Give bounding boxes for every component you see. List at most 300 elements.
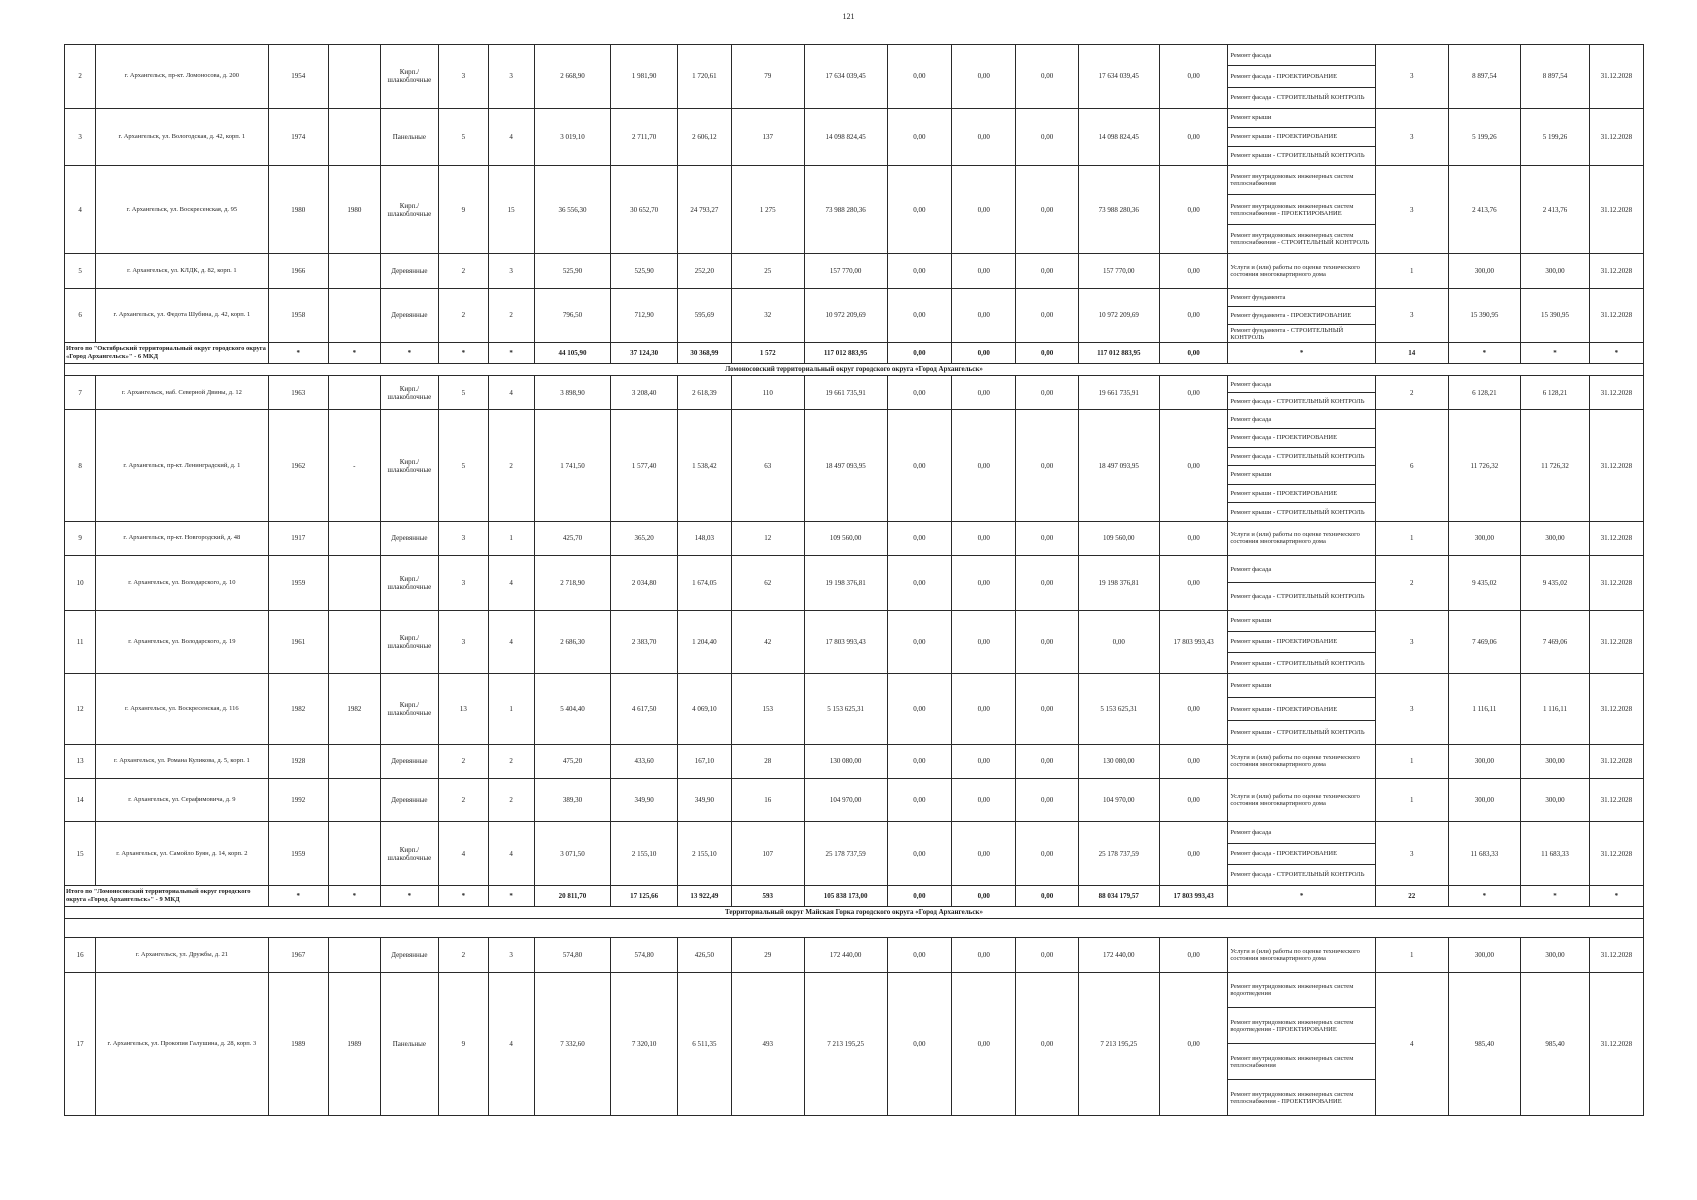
- cell-fund-local: 0,00: [1016, 108, 1078, 165]
- cell-n: 6: [65, 288, 96, 343]
- table-row: [65, 779, 1644, 822]
- work-item: Ремонт фасада - СТРОИТЕЛЬНЫЙ КОНТРОЛЬ: [1230, 592, 1365, 600]
- cell-area-premises: 365,20: [611, 521, 677, 555]
- cell-address: г. Архангельск, ул. Федота Шубина, д. 42, корп. 1: [96, 288, 268, 343]
- cell-unit-cost: 2 413,76: [1448, 165, 1521, 254]
- page-number: 121: [842, 12, 855, 21]
- cell-works-count: 6: [1375, 410, 1448, 522]
- cell-fund-owners: 0,00: [1159, 45, 1228, 109]
- cell-fund-local: 0,00: [1016, 521, 1078, 555]
- cell-deadline: 31.12.2028: [1589, 555, 1643, 610]
- cell-area-residential: 2 606,12: [677, 108, 731, 165]
- cell-fund-fkr: 109 560,00: [1078, 521, 1159, 555]
- cell-works-count: 1: [1375, 938, 1448, 972]
- works-cell: [1228, 744, 1376, 778]
- cell-year-renov: [328, 376, 380, 410]
- cell-fund-regional: 0,00: [952, 822, 1016, 886]
- cell-fund-owners: 0,00: [1159, 744, 1228, 778]
- cell-area-residential: 2 618,39: [677, 376, 731, 410]
- cell-area-residential: 24 793,27: [677, 165, 731, 254]
- cell-n: 12: [65, 674, 96, 745]
- cell-works-count: 3: [1375, 45, 1448, 109]
- work-item: Ремонт внутридомовых инженерных систем водоотведения: [1228, 973, 1375, 1009]
- cell-fund-fkr: 130 080,00: [1078, 744, 1159, 778]
- cell-works-count: 1: [1375, 521, 1448, 555]
- cell-n: 10: [65, 555, 96, 610]
- subtotal-label: Итого по "Ломоносовский территориальный округ городского округа «Город Архангельск»" - 9 МКД: [65, 886, 269, 906]
- cell-year-renov: [328, 108, 380, 165]
- cell-entrances: 2: [488, 288, 534, 343]
- cell-works-count: 1: [1375, 779, 1448, 822]
- cell-fund-owners: 0,00: [1159, 108, 1228, 165]
- subtotal-area-premises: 17 125,66: [611, 886, 677, 906]
- cell-fund-local: 0,00: [1016, 254, 1078, 288]
- cell-fund-federal: 0,00: [887, 555, 951, 610]
- work-item: Услуги и (или) работы по оценке технического состояния многоквартирного дома: [1230, 531, 1360, 546]
- cell-material: Кирп./ шлакоблочные: [380, 822, 438, 886]
- cell-entrances: 2: [488, 744, 534, 778]
- work-item: Услуги и (или) работы по оценке технического состояния многоквартирного дома: [1230, 947, 1360, 962]
- cell-unit-cost: 300,00: [1448, 779, 1521, 822]
- cell-unit-cost-max: 300,00: [1521, 779, 1590, 822]
- cell-n: 4: [65, 165, 96, 254]
- works-list: [1228, 779, 1375, 821]
- cell-unit-cost-max: 11 726,32: [1521, 410, 1590, 522]
- cell-fund-fkr: 25 178 737,59: [1078, 822, 1159, 886]
- cell-works-count: 3: [1375, 288, 1448, 343]
- cell-fund-federal: 0,00: [887, 165, 951, 254]
- capital-repair-table: [64, 44, 1644, 1116]
- work-item: Ремонт фундамента - СТРОИТЕЛЬНЫЙ КОНТРОЛЬ: [1230, 326, 1344, 341]
- cell-fund-regional: 0,00: [952, 376, 1016, 410]
- cell-n: 14: [65, 779, 96, 822]
- cell-fund-owners: 0,00: [1159, 822, 1228, 886]
- cell-material: Деревянные: [380, 779, 438, 822]
- cell-total-area: 5 404,40: [534, 674, 611, 745]
- cell-deadline: 31.12.2028: [1589, 744, 1643, 778]
- cell-total-area: 3 019,10: [534, 108, 611, 165]
- work-item: Ремонт фасада - СТРОИТЕЛЬНЫЙ КОНТРОЛЬ: [1230, 94, 1365, 102]
- subtotal-area-residential: 30 368,99: [677, 343, 731, 363]
- cell-fund-regional: 0,00: [952, 744, 1016, 778]
- subtotal-fund-regional: 0,00: [952, 343, 1016, 363]
- cell-deadline: 31.12.2028: [1589, 779, 1643, 822]
- cell-cost-total: 130 080,00: [804, 744, 887, 778]
- works-cell: [1228, 779, 1376, 822]
- cell-fund-local: 0,00: [1016, 165, 1078, 254]
- cell-address: г. Архангельск, наб. Северной Двины, д. 12: [96, 376, 268, 410]
- cell-deadline: 31.12.2028: [1589, 165, 1643, 254]
- table-row: [65, 744, 1644, 778]
- cell-works-count: 3: [1375, 674, 1448, 745]
- subtotal-residents: 593: [731, 886, 804, 906]
- cell-fund-federal: 0,00: [887, 45, 951, 109]
- works-cell: [1228, 108, 1376, 165]
- works-list: [1228, 289, 1375, 343]
- cell-area-premises: 1 577,40: [611, 410, 677, 522]
- works-list: [1228, 745, 1375, 778]
- cell-entrances: 2: [488, 410, 534, 522]
- cell-residents: 28: [731, 744, 804, 778]
- cell-address: г. Архангельск, ул. Воскресенская, д. 116: [96, 674, 268, 745]
- cell-fund-regional: 0,00: [952, 674, 1016, 745]
- works-cell: [1228, 254, 1376, 288]
- cell-fund-fkr: 0,00: [1078, 610, 1159, 674]
- cell-material: Деревянные: [380, 254, 438, 288]
- cell-cost-total: 25 178 737,59: [804, 822, 887, 886]
- cell-residents: 137: [731, 108, 804, 165]
- subtotal-dash: *: [488, 886, 534, 906]
- cell-area-residential: 148,03: [677, 521, 731, 555]
- works-cell: [1228, 521, 1376, 555]
- subtotal-dash: *: [268, 886, 328, 906]
- cell-deadline: 31.12.2028: [1589, 610, 1643, 674]
- cell-fund-federal: 0,00: [887, 410, 951, 522]
- cell-fund-owners: 0,00: [1159, 410, 1228, 522]
- cell-unit-cost: 15 390,95: [1448, 288, 1521, 343]
- cell-total-area: 2 686,30: [534, 610, 611, 674]
- cell-unit-cost-max: 11 683,33: [1521, 822, 1590, 886]
- cell-floors: 3: [438, 521, 488, 555]
- subtotal-dash: *: [1589, 886, 1643, 906]
- cell-area-premises: 574,80: [611, 938, 677, 972]
- work-item: Ремонт фасада - ПРОЕКТИРОВАНИЕ: [1228, 66, 1375, 87]
- cell-area-premises: 2 383,70: [611, 610, 677, 674]
- cell-cost-total: 7 213 195,25: [804, 972, 887, 1116]
- cell-unit-cost-max: 300,00: [1521, 938, 1590, 972]
- table-row: [65, 674, 1644, 745]
- cell-residents: 493: [731, 972, 804, 1116]
- cell-year-renov: [328, 822, 380, 886]
- cell-floors: 2: [438, 288, 488, 343]
- cell-fund-federal: 0,00: [887, 779, 951, 822]
- table-row: [65, 610, 1644, 674]
- cell-deadline: 31.12.2028: [1589, 45, 1643, 109]
- cell-cost-total: 5 153 625,31: [804, 674, 887, 745]
- cell-residents: 63: [731, 410, 804, 522]
- work-item: Ремонт внутридомовых инженерных систем теплоснабжения: [1228, 1044, 1375, 1080]
- cell-total-area: 2 668,90: [534, 45, 611, 109]
- cell-deadline: 31.12.2028: [1589, 410, 1643, 522]
- cell-area-residential: 349,90: [677, 779, 731, 822]
- cell-floors: 2: [438, 938, 488, 972]
- cell-floors: 9: [438, 972, 488, 1116]
- works-list: [1228, 254, 1375, 287]
- cell-total-area: 574,80: [534, 938, 611, 972]
- cell-entrances: 15: [488, 165, 534, 254]
- cell-year-built: 1980: [268, 165, 328, 254]
- cell-cost-total: 172 440,00: [804, 938, 887, 972]
- cell-fund-local: 0,00: [1016, 822, 1078, 886]
- cell-material: Деревянные: [380, 938, 438, 972]
- works-cell: [1228, 938, 1376, 972]
- subtotal-dash: *: [438, 343, 488, 363]
- cell-fund-federal: 0,00: [887, 744, 951, 778]
- cell-area-residential: 1 720,61: [677, 45, 731, 109]
- cell-unit-cost-max: 985,40: [1521, 972, 1590, 1116]
- cell-year-renov: [328, 45, 380, 109]
- work-item: Ремонт фасада - СТРОИТЕЛЬНЫЙ КОНТРОЛЬ: [1230, 397, 1365, 405]
- cell-material: Кирп./ шлакоблочные: [380, 165, 438, 254]
- work-item: Ремонт внутридомовых инженерных систем теплоснабжения: [1228, 166, 1375, 196]
- cell-residents: 42: [731, 610, 804, 674]
- cell-fund-owners: 0,00: [1159, 555, 1228, 610]
- cell-year-built: 1982: [268, 674, 328, 745]
- cell-fund-owners: 0,00: [1159, 521, 1228, 555]
- work-item: Ремонт крыши - СТРОИТЕЛЬНЫЙ КОНТРОЛЬ: [1230, 508, 1365, 516]
- cell-area-residential: 1 674,05: [677, 555, 731, 610]
- cell-unit-cost-max: 1 116,11: [1521, 674, 1590, 745]
- cell-entrances: 1: [488, 521, 534, 555]
- cell-floors: 5: [438, 410, 488, 522]
- cell-fund-federal: 0,00: [887, 822, 951, 886]
- cell-area-premises: 7 320,10: [611, 972, 677, 1116]
- work-item: Ремонт фасада - ПРОЕКТИРОВАНИЕ: [1228, 844, 1375, 865]
- cell-residents: 1 275: [731, 165, 804, 254]
- cell-fund-fkr: 157 770,00: [1078, 254, 1159, 288]
- table-row: [65, 45, 1644, 109]
- works-cell: [1228, 410, 1376, 522]
- work-item: Ремонт фасада: [1228, 556, 1375, 583]
- subtotal-fund-regional: 0,00: [952, 886, 1016, 906]
- work-item: Ремонт крыши: [1228, 674, 1375, 698]
- subtotal-fund-federal: 0,00: [887, 886, 951, 906]
- cell-unit-cost-max: 300,00: [1521, 521, 1590, 555]
- cell-unit-cost-max: 300,00: [1521, 744, 1590, 778]
- cell-fund-fkr: 73 988 280,36: [1078, 165, 1159, 254]
- work-item: Услуги и (или) работы по оценке технического состояния многоквартирного дома: [1230, 754, 1360, 769]
- cell-fund-regional: 0,00: [952, 972, 1016, 1116]
- table-row: [65, 938, 1644, 972]
- cell-fund-regional: 0,00: [952, 288, 1016, 343]
- cell-material: Кирп./ шлакоблочные: [380, 410, 438, 522]
- district-row: [65, 906, 1644, 919]
- cell-year-built: 1962: [268, 410, 328, 522]
- cell-entrances: 3: [488, 254, 534, 288]
- cell-fund-owners: 17 803 993,43: [1159, 610, 1228, 674]
- cell-n: 8: [65, 410, 96, 522]
- cell-fund-regional: 0,00: [952, 108, 1016, 165]
- cell-year-built: 1954: [268, 45, 328, 109]
- cell-cost-total: 109 560,00: [804, 521, 887, 555]
- cell-residents: 16: [731, 779, 804, 822]
- subtotal-dash: *: [1521, 343, 1590, 363]
- cell-address: г. Архангельск, ул. Прокопия Галушина, д. 28, корп. 3: [96, 972, 268, 1116]
- subtotal-dash: *: [1521, 886, 1590, 906]
- cell-year-renov: 1982: [328, 674, 380, 745]
- cell-fund-federal: 0,00: [887, 521, 951, 555]
- cell-material: Деревянные: [380, 521, 438, 555]
- cell-residents: 110: [731, 376, 804, 410]
- works-cell: [1228, 555, 1376, 610]
- cell-address: г. Архангельск, ул. КЛДК, д. 82, корп. 1: [96, 254, 268, 288]
- works-list: [1228, 166, 1375, 254]
- table-row: [65, 555, 1644, 610]
- cell-fund-fkr: 14 098 824,45: [1078, 108, 1159, 165]
- cell-n: 7: [65, 376, 96, 410]
- cell-fund-regional: 0,00: [952, 555, 1016, 610]
- cell-floors: 5: [438, 376, 488, 410]
- works-cell: [1228, 165, 1376, 254]
- subtotal-area-residential: 13 922,49: [677, 886, 731, 906]
- cell-floors: 2: [438, 254, 488, 288]
- works-list: [1228, 376, 1375, 409]
- cell-fund-fkr: 172 440,00: [1078, 938, 1159, 972]
- cell-area-residential: 4 069,10: [677, 674, 731, 745]
- cell-fund-regional: 0,00: [952, 521, 1016, 555]
- subtotal-total-area: 44 105,90: [534, 343, 611, 363]
- cell-fund-owners: 0,00: [1159, 938, 1228, 972]
- cell-unit-cost: 5 199,26: [1448, 108, 1521, 165]
- works-list: [1228, 410, 1375, 521]
- cell-deadline: 31.12.2028: [1589, 822, 1643, 886]
- cell-fund-fkr: 104 970,00: [1078, 779, 1159, 822]
- work-item: Ремонт фасада: [1228, 410, 1375, 429]
- work-item: Ремонт крыши - СТРОИТЕЛЬНЫЙ КОНТРОЛЬ: [1230, 152, 1365, 160]
- cell-year-renov: [328, 938, 380, 972]
- cell-area-premises: 3 208,40: [611, 376, 677, 410]
- cell-works-count: 3: [1375, 165, 1448, 254]
- cell-works-count: 3: [1375, 610, 1448, 674]
- cell-cost-total: 104 970,00: [804, 779, 887, 822]
- works-cell: [1228, 376, 1376, 410]
- work-item: Ремонт внутридомовых инженерных систем водоотведения - ПРОЕКТИРОВАНИЕ: [1228, 1008, 1375, 1044]
- cell-fund-local: 0,00: [1016, 779, 1078, 822]
- subtotal-dash: *: [380, 343, 438, 363]
- cell-deadline: 31.12.2028: [1589, 288, 1643, 343]
- cell-unit-cost: 7 469,06: [1448, 610, 1521, 674]
- work-item: Ремонт крыши: [1228, 109, 1375, 128]
- subtotal-fund-owners: 0,00: [1159, 343, 1228, 363]
- cell-unit-cost: 11 683,33: [1448, 822, 1521, 886]
- works-list: [1228, 674, 1375, 744]
- cell-material: Кирп./ шлакоблочные: [380, 555, 438, 610]
- work-item: Ремонт крыши - ПРОЕКТИРОВАНИЕ: [1228, 698, 1375, 722]
- cell-deadline: 31.12.2028: [1589, 674, 1643, 745]
- cell-fund-owners: 0,00: [1159, 288, 1228, 343]
- cell-floors: 2: [438, 744, 488, 778]
- cell-n: 9: [65, 521, 96, 555]
- cell-address: г. Архангельск, ул. Воскресенская, д. 95: [96, 165, 268, 254]
- cell-entrances: 4: [488, 610, 534, 674]
- cell-area-residential: 252,20: [677, 254, 731, 288]
- work-item: Услуги и (или) работы по оценке технического состояния многоквартирного дома: [1230, 263, 1360, 278]
- cell-year-built: 1989: [268, 972, 328, 1116]
- cell-area-residential: 167,10: [677, 744, 731, 778]
- spacer-cell: [65, 919, 1644, 938]
- subtotal-dash: *: [1228, 886, 1376, 906]
- cell-deadline: 31.12.2028: [1589, 108, 1643, 165]
- cell-address: г. Архангельск, пр-кт. Новгородский, д. 48: [96, 521, 268, 555]
- works-cell: [1228, 610, 1376, 674]
- subtotal-dash: *: [328, 343, 380, 363]
- cell-fund-regional: 0,00: [952, 779, 1016, 822]
- subtotal-fund-fkr: 88 034 179,57: [1078, 886, 1159, 906]
- cell-fund-regional: 0,00: [952, 254, 1016, 288]
- cell-total-area: 2 718,90: [534, 555, 611, 610]
- cell-total-area: 475,20: [534, 744, 611, 778]
- cell-floors: 5: [438, 108, 488, 165]
- cell-floors: 3: [438, 610, 488, 674]
- cell-n: 5: [65, 254, 96, 288]
- cell-cost-total: 17 634 039,45: [804, 45, 887, 109]
- cell-fund-regional: 0,00: [952, 165, 1016, 254]
- cell-entrances: 4: [488, 555, 534, 610]
- cell-area-residential: 595,69: [677, 288, 731, 343]
- cell-entrances: 4: [488, 822, 534, 886]
- cell-area-premises: 2 711,70: [611, 108, 677, 165]
- cell-area-residential: 426,50: [677, 938, 731, 972]
- cell-year-built: 1928: [268, 744, 328, 778]
- cell-total-area: 3 898,90: [534, 376, 611, 410]
- cell-deadline: 31.12.2028: [1589, 972, 1643, 1116]
- works-list: [1228, 611, 1375, 674]
- work-item: Ремонт фасада - СТРОИТЕЛЬНЫЙ КОНТРОЛЬ: [1228, 448, 1375, 467]
- cell-fund-local: 0,00: [1016, 376, 1078, 410]
- work-item: Ремонт крыши - ПРОЕКТИРОВАНИЕ: [1228, 632, 1375, 653]
- subtotal-dash: *: [268, 343, 328, 363]
- subtotal-works-count: 22: [1375, 886, 1448, 906]
- cell-unit-cost-max: 6 128,21: [1521, 376, 1590, 410]
- cell-fund-local: 0,00: [1016, 45, 1078, 109]
- cell-n: 11: [65, 610, 96, 674]
- work-item: Ремонт фасада - СТРОИТЕЛЬНЫЙ КОНТРОЛЬ: [1230, 871, 1365, 879]
- work-item: Услуги и (или) работы по оценке технического состояния многоквартирного дома: [1230, 793, 1360, 808]
- work-item: Ремонт крыши - ПРОЕКТИРОВАНИЕ: [1228, 128, 1375, 147]
- subtotal-cost-total: 105 838 173,00: [804, 886, 887, 906]
- cell-fund-regional: 0,00: [952, 610, 1016, 674]
- works-list: [1228, 522, 1375, 555]
- table-row: [65, 288, 1644, 343]
- cell-entrances: 4: [488, 972, 534, 1116]
- cell-material: Кирп./ шлакоблочные: [380, 45, 438, 109]
- cell-unit-cost: 8 897,54: [1448, 45, 1521, 109]
- cell-cost-total: 18 497 093,95: [804, 410, 887, 522]
- cell-area-premises: 1 981,90: [611, 45, 677, 109]
- cell-address: г. Архангельск, пр-кт. Ленинградский, д. 1: [96, 410, 268, 522]
- cell-address: г. Архангельск, ул. Серафимовича, д. 9: [96, 779, 268, 822]
- cell-fund-federal: 0,00: [887, 108, 951, 165]
- cell-n: 2: [65, 45, 96, 109]
- cell-unit-cost: 9 435,02: [1448, 555, 1521, 610]
- work-item: Ремонт фундамента - ПРОЕКТИРОВАНИЕ: [1228, 307, 1375, 325]
- works-list: [1228, 556, 1375, 610]
- cell-n: 15: [65, 822, 96, 886]
- cell-area-residential: 6 511,35: [677, 972, 731, 1116]
- cell-cost-total: 157 770,00: [804, 254, 887, 288]
- cell-unit-cost: 6 128,21: [1448, 376, 1521, 410]
- cell-fund-owners: 0,00: [1159, 254, 1228, 288]
- spacer-row: [65, 919, 1644, 938]
- cell-total-area: 796,50: [534, 288, 611, 343]
- subtotal-total-area: 20 811,70: [534, 886, 611, 906]
- cell-fund-regional: 0,00: [952, 410, 1016, 522]
- cell-fund-fkr: 7 213 195,25: [1078, 972, 1159, 1116]
- subtotal-fund-fkr: 117 012 883,95: [1078, 343, 1159, 363]
- cell-material: Деревянные: [380, 744, 438, 778]
- cell-unit-cost: 300,00: [1448, 938, 1521, 972]
- cell-total-area: 7 332,60: [534, 972, 611, 1116]
- cell-unit-cost: 1 116,11: [1448, 674, 1521, 745]
- cell-fund-fkr: 5 153 625,31: [1078, 674, 1159, 745]
- cell-year-renov: [328, 288, 380, 343]
- table-row: [65, 254, 1644, 288]
- works-cell: [1228, 288, 1376, 343]
- cell-fund-federal: 0,00: [887, 674, 951, 745]
- cell-area-premises: 525,90: [611, 254, 677, 288]
- work-item: Ремонт внутридомовых инженерных систем теплоснабжения - ПРОЕКТИРОВАНИЕ: [1228, 195, 1375, 225]
- subtotal-fund-local: 0,00: [1016, 886, 1078, 906]
